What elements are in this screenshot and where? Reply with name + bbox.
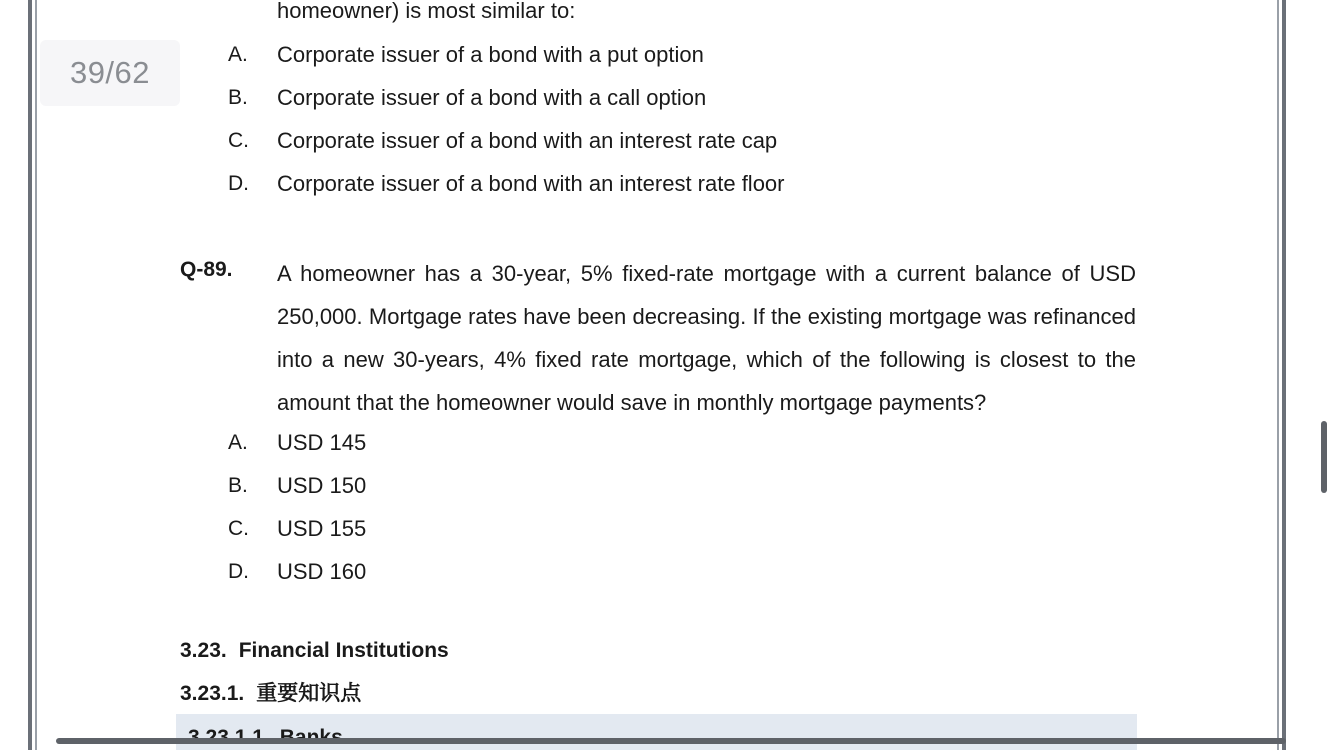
subsection-number: 3.23.1. <box>180 682 245 705</box>
prev-option-b-text: Corporate issuer of a bond with a call option <box>277 85 707 110</box>
option-b-letter: B. <box>228 474 248 497</box>
vertical-scrollbar[interactable] <box>1321 421 1327 493</box>
prev-option-d-letter: D. <box>228 172 249 195</box>
section-title: Financial Institutions <box>238 639 449 662</box>
option-a-letter: A. <box>228 431 248 454</box>
option-a-text: USD 145 <box>277 430 367 455</box>
page-counter: 39/62 <box>40 40 180 106</box>
question-line: into a new 30-years, 4% fixed rate mortgage, which of the following is closest to the <box>277 347 1136 372</box>
horizontal-scrollbar[interactable] <box>56 738 1286 744</box>
page-border-right-inner <box>1277 0 1279 750</box>
question-text <box>277 252 1136 424</box>
question-line: A homeowner has a 30-year, 5% fixed-rate mortgage with a current balance of USD <box>277 261 1136 286</box>
option-d-letter: D. <box>228 560 249 583</box>
prev-option-c-text: Corporate issuer of a bond with an interest rate cap <box>277 128 778 153</box>
page-border-left <box>28 0 32 750</box>
prev-option-d-text: Corporate issuer of a bond with an interest rate floor <box>277 171 785 196</box>
page-border-right <box>1282 0 1286 750</box>
prev-option-b-letter: B. <box>228 86 248 109</box>
question-line: 250,000. Mortgage rates have been decreasing. If the existing mortgage was refinanced <box>277 304 1136 329</box>
subsection-heading <box>180 681 361 707</box>
option-c-letter: C. <box>228 517 249 540</box>
prev-option-a-letter: A. <box>228 43 248 66</box>
question-label: Q-89. <box>180 258 233 281</box>
section-heading <box>180 638 449 664</box>
option-c-text: USD 155 <box>277 516 367 541</box>
page-border-left-inner <box>35 0 37 750</box>
section-number: 3.23. <box>180 639 227 662</box>
option-d-text: USD 160 <box>277 559 367 584</box>
prev-option-a-text: Corporate issuer of a bond with a put option <box>277 42 704 67</box>
option-b-text: USD 150 <box>277 473 367 498</box>
question-line: amount that the homeowner would save in monthly mortgage payments? <box>277 390 987 415</box>
prev-question-tail: homeowner) is most similar to: <box>277 0 576 23</box>
subsection-title: 重要知识点 <box>256 682 362 705</box>
prev-option-c-letter: C. <box>228 129 249 152</box>
